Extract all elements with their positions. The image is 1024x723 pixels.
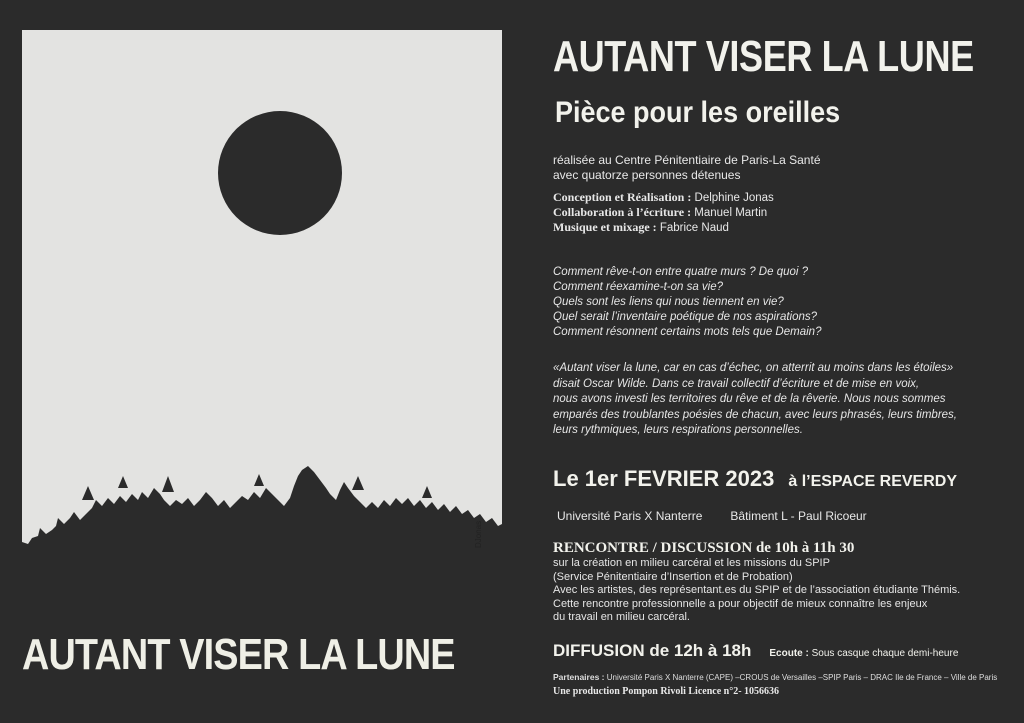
partners-text: Université Paris X Nanterre (CAPE) –CROUS de Versailles –SPIP Paris – DRAC Ile de France – Ville de Paris [604,673,998,682]
ecoute-text: Sous casque chaque demi-heure [808,648,959,659]
moon-forest-illustration [22,30,502,622]
quote-line: «Autant viser la lune, car en cas d’échec, on atterrit au moins dans les étoiles» [553,362,954,374]
credit-name: Fabrice Naud [656,222,729,234]
page-subtitle: Pièce pour les oreilles [555,96,841,129]
event-place: à l’ESPACE REVERDY [788,473,957,490]
rencontre-description [553,557,1023,625]
question-line: Quel serait l’inventaire poétique de nos aspirations? [553,311,818,323]
quote-line: nous avons investi les territoires du rêve et de la rêverie. Nous nous sommes [553,393,946,405]
building-name: Bâtiment L - Paul Ricoeur [730,509,867,523]
ecoute-label: Ecoute : [769,648,809,659]
question-line: Comment réexamine-t-on sa vie? [553,281,724,293]
credit-name: Delphine Jonas [691,192,774,204]
diffusion-line [553,641,958,661]
rencontre-line: sur la création en milieu carcéral et les missions du SPIP [553,557,830,569]
intro-line: réalisée au Centre Pénitentiaire de Paris-La Santé [553,153,821,167]
credit-item [553,190,774,205]
page-title: AUTANT VISER LA LUNE [553,32,974,81]
rencontre-line: (Service Pénitentiaire d’Insertion et de Probation) [553,570,793,583]
intro-text [553,153,821,183]
question-line: Quels sont les liens qui nous tiennent en vie? [553,296,784,308]
partners-label: Partenaires : [553,672,605,682]
artist-signature: DJonas [474,520,483,548]
credit-role: Conception et Réalisation : [553,190,692,204]
event-date-line [553,466,957,492]
credit-role: Collaboration à l’écriture : [553,205,692,219]
quote-line: emparés des troublantes poésies de chacun, avec leurs phrasés, leurs timbres, [553,408,957,421]
partners-line [553,672,997,682]
rencontre-line: Cette rencontre professionnelle a pour objectif de mieux connaître les enjeux [553,597,928,610]
ecoute-info [769,648,958,659]
rencontre-heading: RENCONTRE / DISCUSSION de 10h à 11h 30 [553,540,855,556]
credit-item [553,220,774,235]
credit-item [553,205,774,220]
poster-artwork [22,30,502,622]
diffusion-heading: DIFFUSION de 12h à 18h [553,641,752,660]
credit-role: Musique et mixage : [553,220,657,234]
question-line: Comment rêve-t-on entre quatre murs ? De quoi ? [553,266,809,278]
quote-line: leurs rythmiques, leurs respirations personnelles. [553,424,803,436]
university-name: Université Paris X Nanterre [557,509,703,523]
quote-block [553,361,1023,439]
quote-line: disait Oscar Wilde. Dans ce travail collectif d’écriture et de mise en voix, [553,377,920,390]
questions-block [553,265,1013,340]
credits-list [553,190,774,235]
production-credit: Une production Pompon Rivoli Licence n°2- 1056636 [553,686,780,697]
event-location [557,509,867,523]
tree-silhouette [22,466,502,622]
intro-line: avec quatorze personnes détenues [553,168,741,182]
poster-bottom-title: AUTANT VISER LA LUNE [22,630,455,679]
event-date: Le 1er FEVRIER 2023 [553,466,775,491]
rencontre-line: Avec les artistes, des représentant.es du SPIP et de l’association étudiante Thémis. [553,584,961,596]
moon [218,111,342,235]
question-line: Comment résonnent certains mots tels que Demain? [553,326,822,338]
credit-name: Manuel Martin [691,207,768,219]
rencontre-line: du travail en milieu carcéral. [553,611,690,623]
